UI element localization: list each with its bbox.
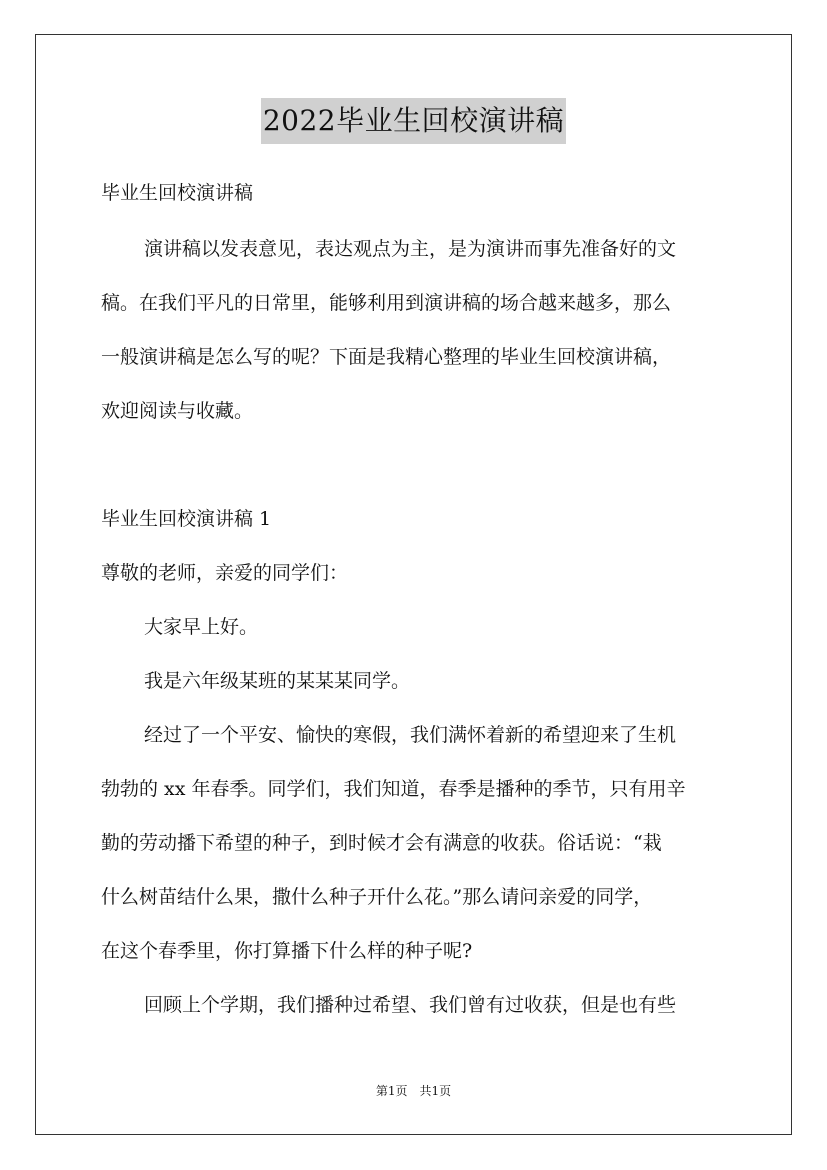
self-intro: 我是六年级某班的某某某同学。 (144, 670, 411, 692)
paragraph-1-line-5: 在这个春季里，你打算播下什么样的种子呢? (101, 940, 473, 962)
paragraph-2-line-1: 回顾上个学期，我们播种过希望、我们曾有过收获，但是也有些 (144, 994, 677, 1016)
title-container (0, 98, 827, 144)
subtitle: 毕业生回校演讲稿 (101, 182, 254, 204)
page-total: 共1页 (419, 1084, 452, 1098)
paragraph-1-line-1: 经过了一个平安、愉快的寒假，我们满怀着新的希望迎来了生机 (144, 724, 677, 746)
salutation: 尊敬的老师，亲爱的同学们： (101, 562, 349, 584)
paragraph-1-line-4: 什么树苗结什么果，撒什么种子开什么花。”那么请问亲爱的同学， (101, 886, 653, 908)
intro-line-1: 演讲稿以发表意见，表达观点为主，是为演讲而事先准备好的文 (144, 238, 677, 260)
intro-line-4: 欢迎阅读与收藏。 (101, 400, 254, 422)
intro-line-3: 一般演讲稿是怎么写的呢？下面是我精心整理的毕业生回校演讲稿， (101, 346, 672, 368)
page-number: 第1页 (375, 1084, 408, 1098)
paragraph-1-line-3: 勤的劳动播下希望的种子，到时候才会有满意的收获。俗话说：“栽 (101, 832, 662, 854)
document-title: 2022毕业生回校演讲稿 (261, 98, 566, 144)
intro-line-2: 稿。在我们平凡的日常里，能够利用到演讲稿的场合越来越多，那么 (101, 292, 672, 314)
paragraph-1-line-2: 勃勃的 xx 年春季。同学们，我们知道，春季是播种的季节，只有用辛 (101, 778, 686, 800)
section-heading: 毕业生回校演讲稿 1 (101, 508, 272, 530)
page-footer (0, 1083, 827, 1099)
greeting: 大家早上好。 (144, 616, 259, 638)
